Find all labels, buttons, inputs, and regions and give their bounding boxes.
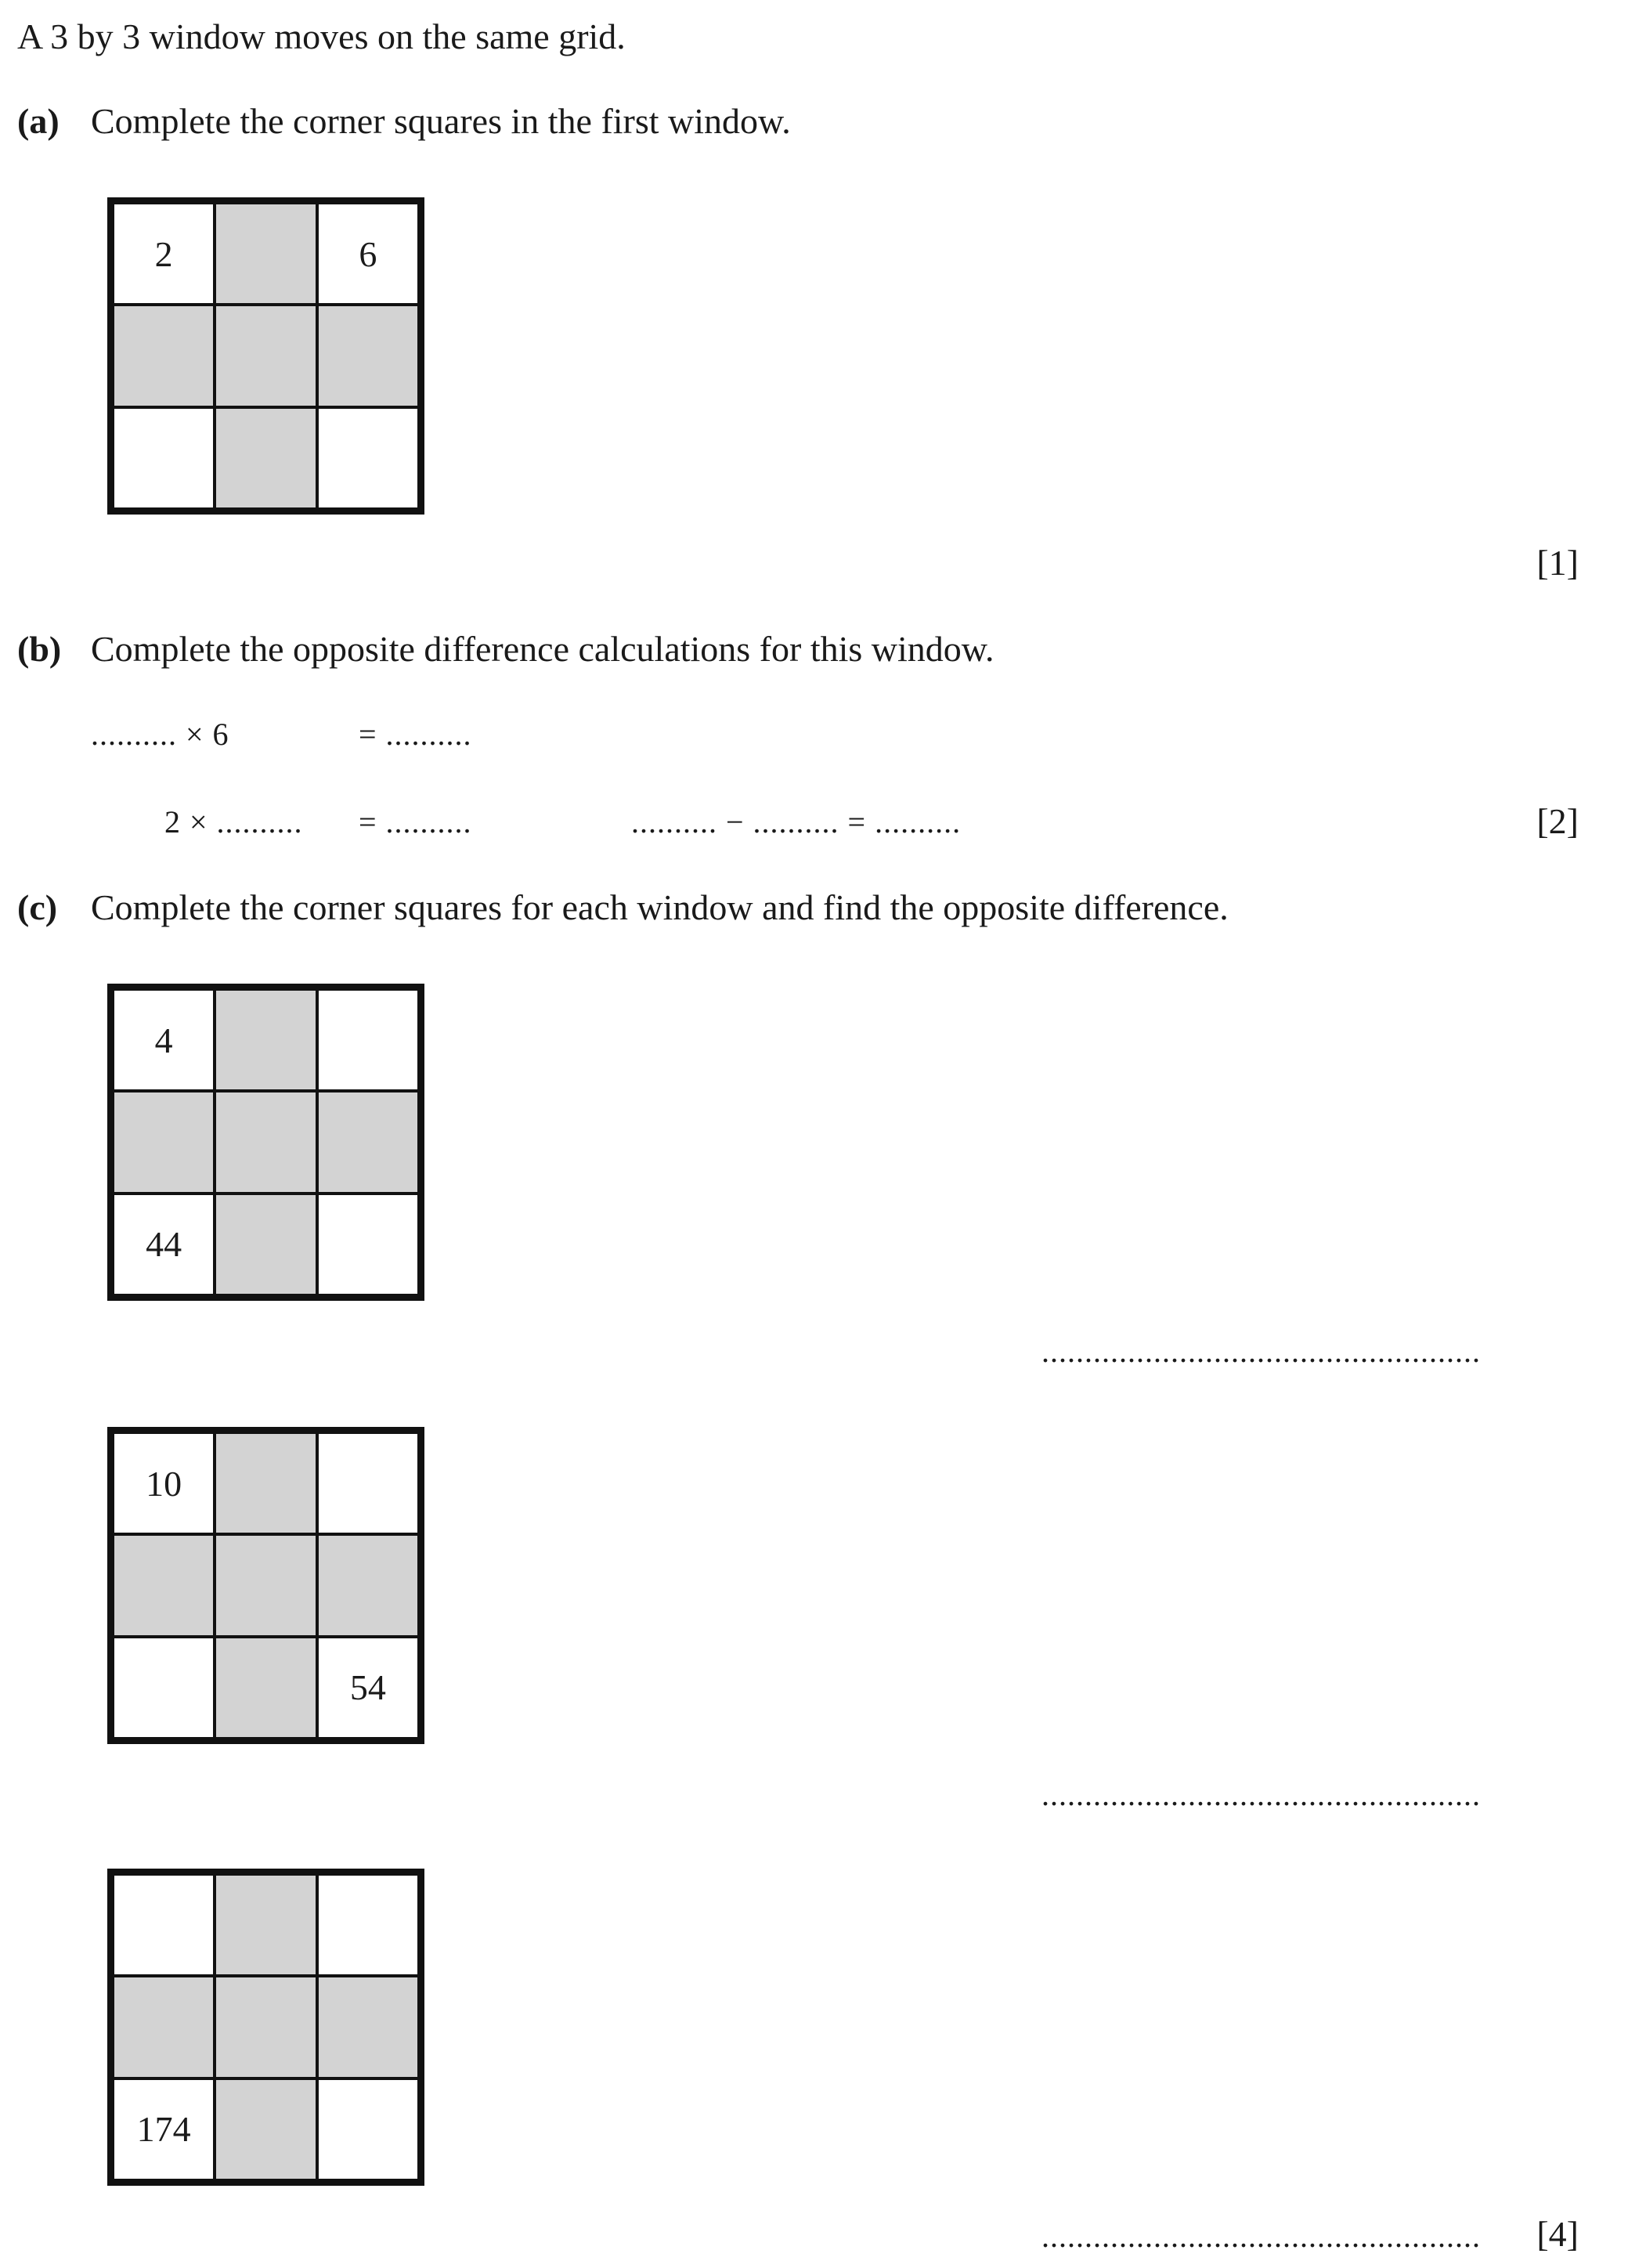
grid-cell[interactable] [319, 2080, 417, 2179]
window-grid-c3 [107, 1869, 424, 2186]
grid-cell-shaded [319, 1092, 417, 1191]
grid-cell[interactable] [319, 1434, 417, 1533]
part-c-question: Complete the corner squares for each window and find the opposite difference. [91, 887, 1229, 927]
part-c-marks: [4] [1536, 2214, 1579, 2254]
grid-cell[interactable] [114, 409, 213, 507]
grid-cell[interactable]: 10 [114, 1434, 213, 1533]
grid-cell[interactable] [114, 1638, 213, 1737]
grid-cell-shaded [216, 991, 315, 1089]
window-grid-c1 [107, 984, 424, 1301]
grid-cell-shaded [114, 1092, 213, 1191]
calc-line2-right[interactable]: = .......... [359, 804, 472, 840]
grid-cell-shaded [216, 1638, 315, 1737]
calc-line1-left[interactable]: .......... × 6 [91, 717, 229, 752]
part-b-marks: [2] [1536, 801, 1579, 841]
grid-cell[interactable]: 2 [114, 204, 213, 303]
grid-cell-shaded [319, 306, 417, 405]
grid-cell-shaded [216, 204, 315, 303]
grid-cell-shaded [216, 1876, 315, 1974]
window-grid-c2 [107, 1427, 424, 1744]
grid-cell[interactable]: 6 [319, 204, 417, 303]
part-a-marks: [1] [1536, 543, 1579, 583]
calc-difference[interactable]: .......... − .......... = .......... [631, 804, 962, 840]
grid-cell[interactable]: 54 [319, 1638, 417, 1737]
part-c-label: (c) [17, 887, 58, 927]
calc-line2-left[interactable]: 2 × .......... [164, 804, 303, 840]
part-b-label: (b) [17, 629, 62, 669]
grid-cell-shaded [114, 306, 213, 405]
grid-cell-shaded [216, 2080, 315, 2179]
grid-cell[interactable]: 44 [114, 1195, 213, 1294]
calc-line1-right[interactable]: = .......... [359, 717, 472, 752]
grid-cell-shaded [114, 1977, 213, 2076]
grid-cell[interactable] [319, 409, 417, 507]
part-b-question: Complete the opposite difference calculations for this window. [91, 629, 994, 669]
answer-line-3[interactable]: ................................................... [1041, 2219, 1481, 2254]
answer-line-1[interactable]: ................................................... [1041, 1334, 1481, 1369]
grid-cell-shaded [216, 409, 315, 507]
grid-cell-shaded [216, 1195, 315, 1294]
grid-cell-shaded [216, 1977, 315, 2076]
grid-cell[interactable]: 174 [114, 2080, 213, 2179]
grid-cell-shaded [114, 1536, 213, 1634]
grid-cell-shaded [216, 1536, 315, 1634]
grid-cell[interactable] [114, 1876, 213, 1974]
grid-cell[interactable] [319, 991, 417, 1089]
grid-cell[interactable] [319, 1195, 417, 1294]
intro-text: A 3 by 3 window moves on the same grid. [17, 16, 626, 56]
grid-cell[interactable]: 4 [114, 991, 213, 1089]
window-grid-a [107, 197, 424, 515]
grid-cell-shaded [216, 306, 315, 405]
grid-cell-shaded [319, 1977, 417, 2076]
answer-line-2[interactable]: ................................................... [1041, 1777, 1481, 1812]
part-a-label: (a) [17, 101, 60, 141]
grid-cell-shaded [319, 1536, 417, 1634]
grid-cell-shaded [216, 1434, 315, 1533]
grid-cell-shaded [216, 1092, 315, 1191]
grid-cell[interactable] [319, 1876, 417, 1974]
part-a-question: Complete the corner squares in the first window. [91, 101, 791, 141]
